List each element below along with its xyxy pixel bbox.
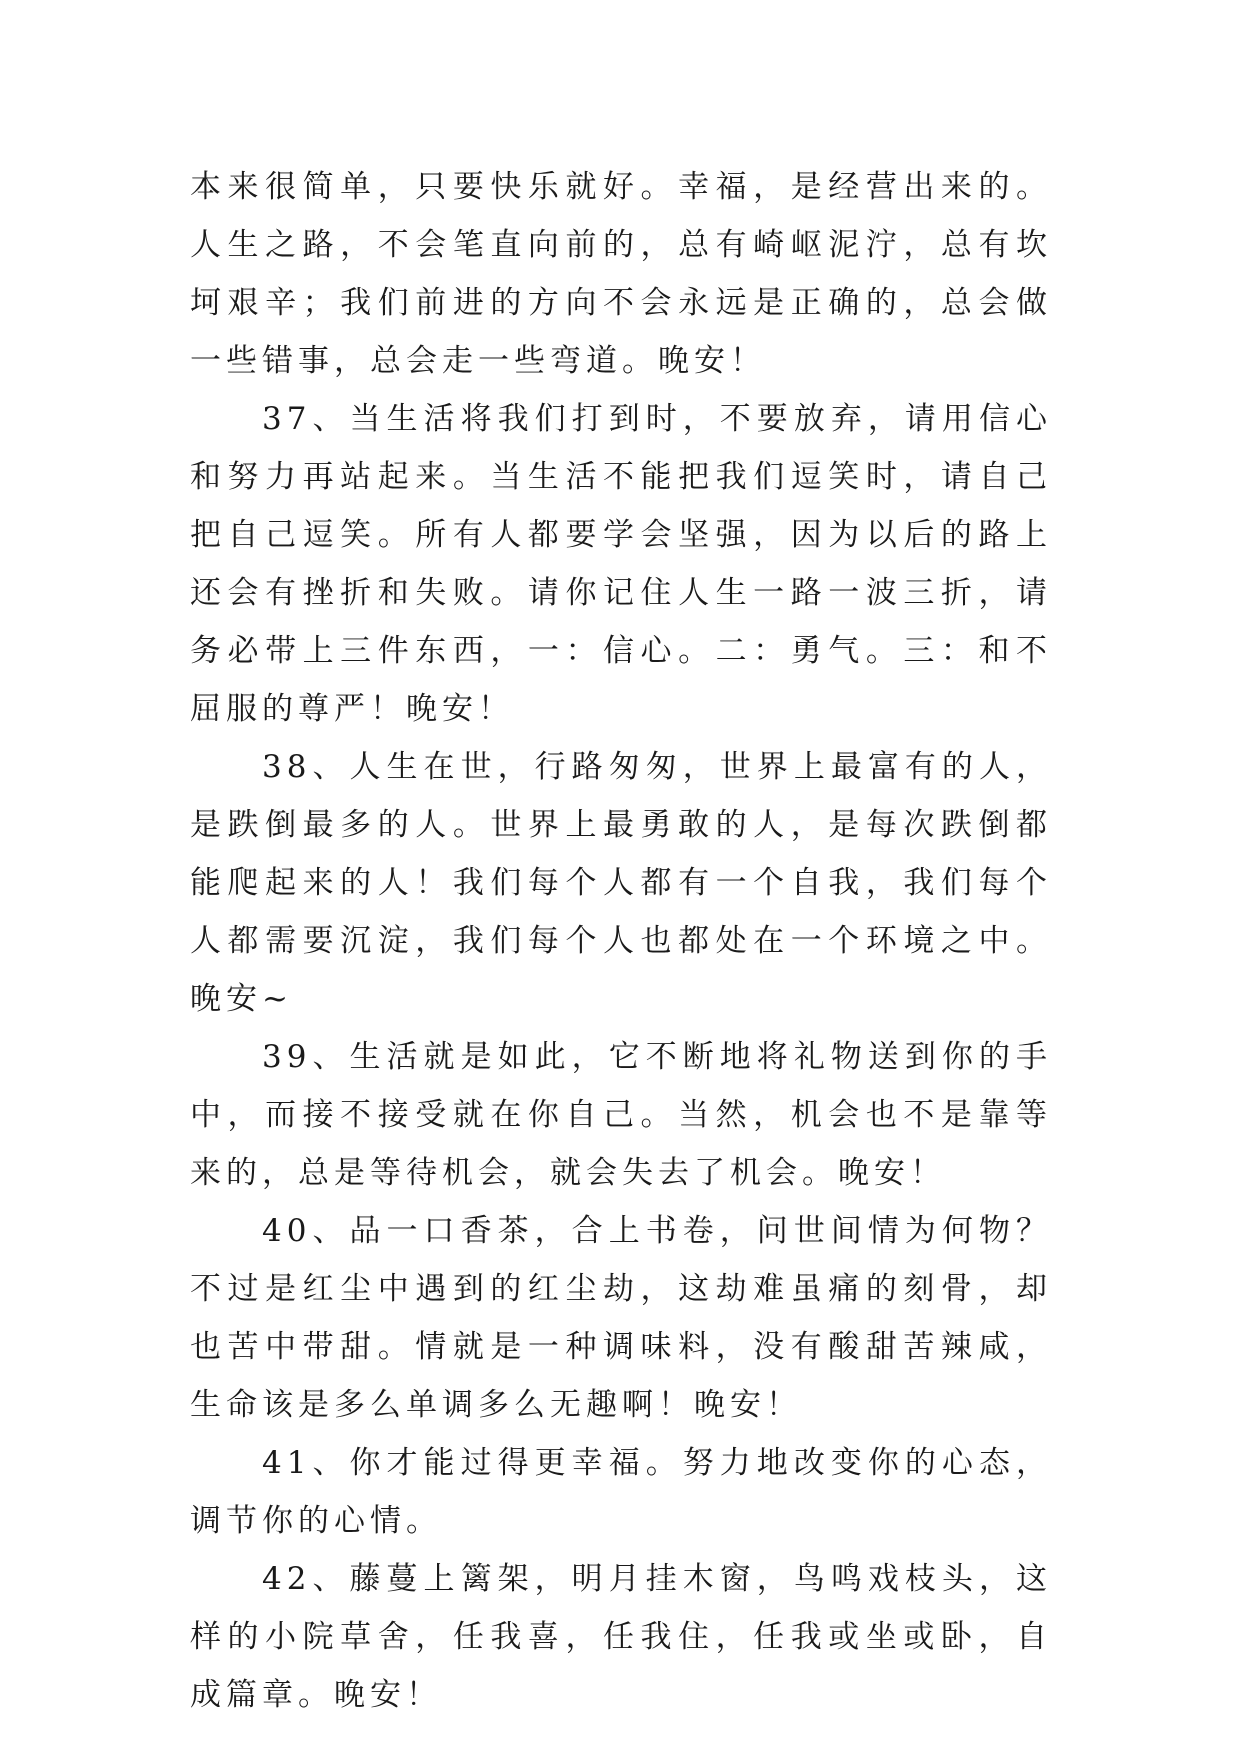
paragraph-42: 42、藤蔓上篱架，明月挂木窗，鸟鸣戏枝头，这样的小院草舍，任我喜，任我住，任我或坐或卧，自成篇章。晚安！ [190,1561,1052,1713]
document-body [190,158,1052,1724]
paragraph-38: 38、人生在世，行路匆匆，世界上最富有的人，是跌倒最多的人。世界上最勇敢的人，是每次跌倒都能爬起来的人！我们每个人都有一个自我，我们每个人都需要沉淀，我们每个人也都处在一个环境之中。晚安~ [190,749,1052,1017]
paragraph-39: 39、生活就是如此，它不断地将礼物送到你的手中，而接不接受就在你自己。当然，机会也不是靠等来的，总是等待机会，就会失去了机会。晚安！ [190,1039,1052,1191]
paragraph-37: 37、当生活将我们打到时，不要放弃，请用信心和努力再站起来。当生活不能把我们逗笑时，请自己把自己逗笑。所有人都要学会坚强，因为以后的路上还会有挫折和失败。请你记住人生一路一波三折，请务必带上三件东西，一：信心。二：勇气。三：和不屈服的尊严！晚安！ [190,401,1052,727]
paragraph-41: 41、你才能过得更幸福。努力地改变你的心态，调节你的心情。 [190,1445,1052,1539]
paragraph-40: 40、品一口香茶，合上书卷，问世间情为何物？不过是红尘中遇到的红尘劫，这劫难虽痛的刻骨，却也苦中带甜。情就是一种调味料，没有酸甜苦辣咸，生命该是多么单调多么无趣啊！晚安！ [190,1213,1052,1423]
paragraph-continuation: 本来很简单，只要快乐就好。幸福，是经营出来的。人生之路，不会笔直向前的，总有崎岖泥泞，总有坎坷艰辛；我们前进的方向不会永远是正确的，总会做一些错事，总会走一些弯道。晚安！ [190,169,1052,379]
